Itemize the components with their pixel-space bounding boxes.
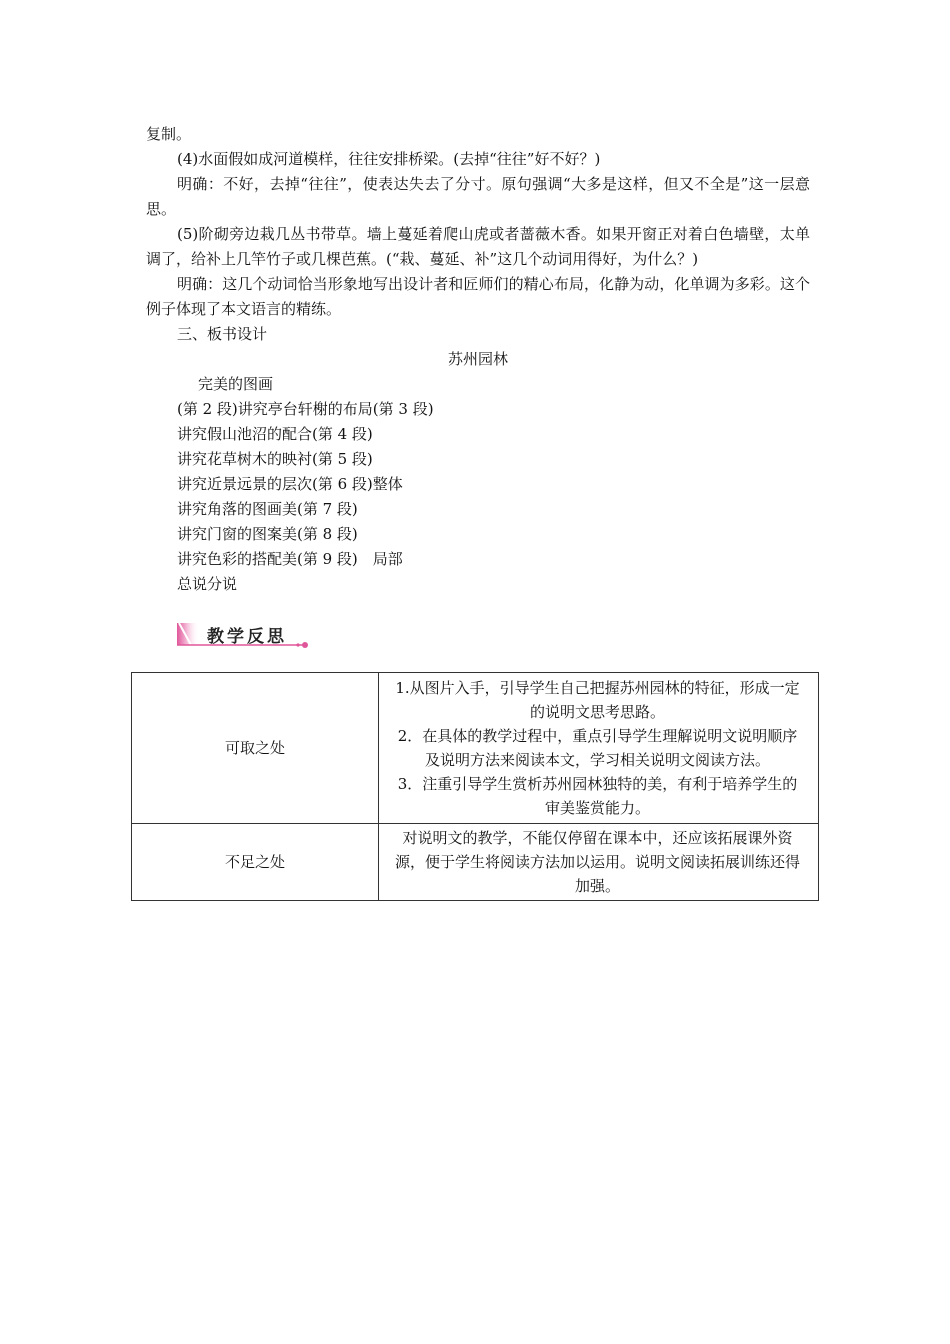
cell-text: 3．注重引导学生赏析苏州园林独特的美，有利于培养学生的审美鉴赏能力。 — [397, 775, 798, 817]
board-line: 讲究花草树木的映衬(第 5 段) — [177, 450, 373, 468]
board-line: (第 2 段)讲究亭台轩榭的布局(第 3 段) — [177, 400, 434, 418]
reflection-banner — [177, 621, 315, 651]
cell-text: 2．在具体的教学过程中，重点引导学生理解说明文说明顺序及说明方法来阅读本文，学习相关说明文阅读方法。 — [397, 727, 798, 769]
strengths-cell — [379, 673, 819, 824]
board-title: 苏州园林 — [447, 350, 508, 368]
paragraph: 复制。 — [146, 125, 192, 143]
section-heading: 三、板书设计 — [177, 325, 268, 343]
board-line: 讲究门窗的图案美(第 8 段) — [177, 525, 358, 543]
paragraph: (5)阶砌旁边栽几丛书带草。墙上蔓延着爬山虎或者蔷薇木香。如果开窗正对着白色墙壁，太单调了，给补上几竿竹子或几棵芭蕉。(“栽、蔓延、补”这几个动词用得好，为什么？) — [146, 225, 810, 268]
board-line: 讲究近景远景的层次(第 6 段)整体 — [177, 475, 403, 493]
cell-text: 对说明文的教学，不能仅停留在课本中，还应该拓展课外资源，便于学生将阅读方法加以运用。说明文阅读拓展训练还得加强。 — [394, 829, 800, 895]
board-line: 讲究色彩的搭配美(第 9 段) 局部 — [177, 550, 403, 568]
paragraph: 明确：这几个动词恰当形象地写出设计者和匠师们的精心布局，化静为动，化单调为多彩。这个例子体现了本文语言的精练。 — [146, 275, 810, 318]
board-line: 讲究假山池沼的配合(第 4 段) — [177, 425, 373, 443]
table-row — [132, 824, 819, 901]
weaknesses-cell — [379, 824, 819, 901]
table-row — [132, 673, 819, 824]
body-text — [146, 122, 810, 597]
reflection-table — [131, 672, 819, 901]
row-label-strengths: 可取之处 — [132, 673, 379, 824]
row-label-weaknesses: 不足之处 — [132, 824, 379, 901]
cell-text: 1.从图片入手，引导学生自己把握苏州园林的特征，形成一定的说明文思考思路。 — [395, 679, 800, 721]
board-line: 总说分说 — [177, 575, 238, 593]
banner-title: 教学反思 — [207, 627, 287, 647]
paragraph: (4)水面假如成河道模样，往往安排桥梁。(去掉“往往”好不好？) — [177, 150, 601, 168]
paragraph: 明确：不好，去掉“往往”，使表达失去了分寸。原句强调“大多是这样，但又不全是”这一层意思。 — [146, 175, 810, 218]
board-line: 完美的图画 — [198, 375, 274, 393]
board-line: 讲究角落的图画美(第 7 段) — [177, 500, 358, 518]
